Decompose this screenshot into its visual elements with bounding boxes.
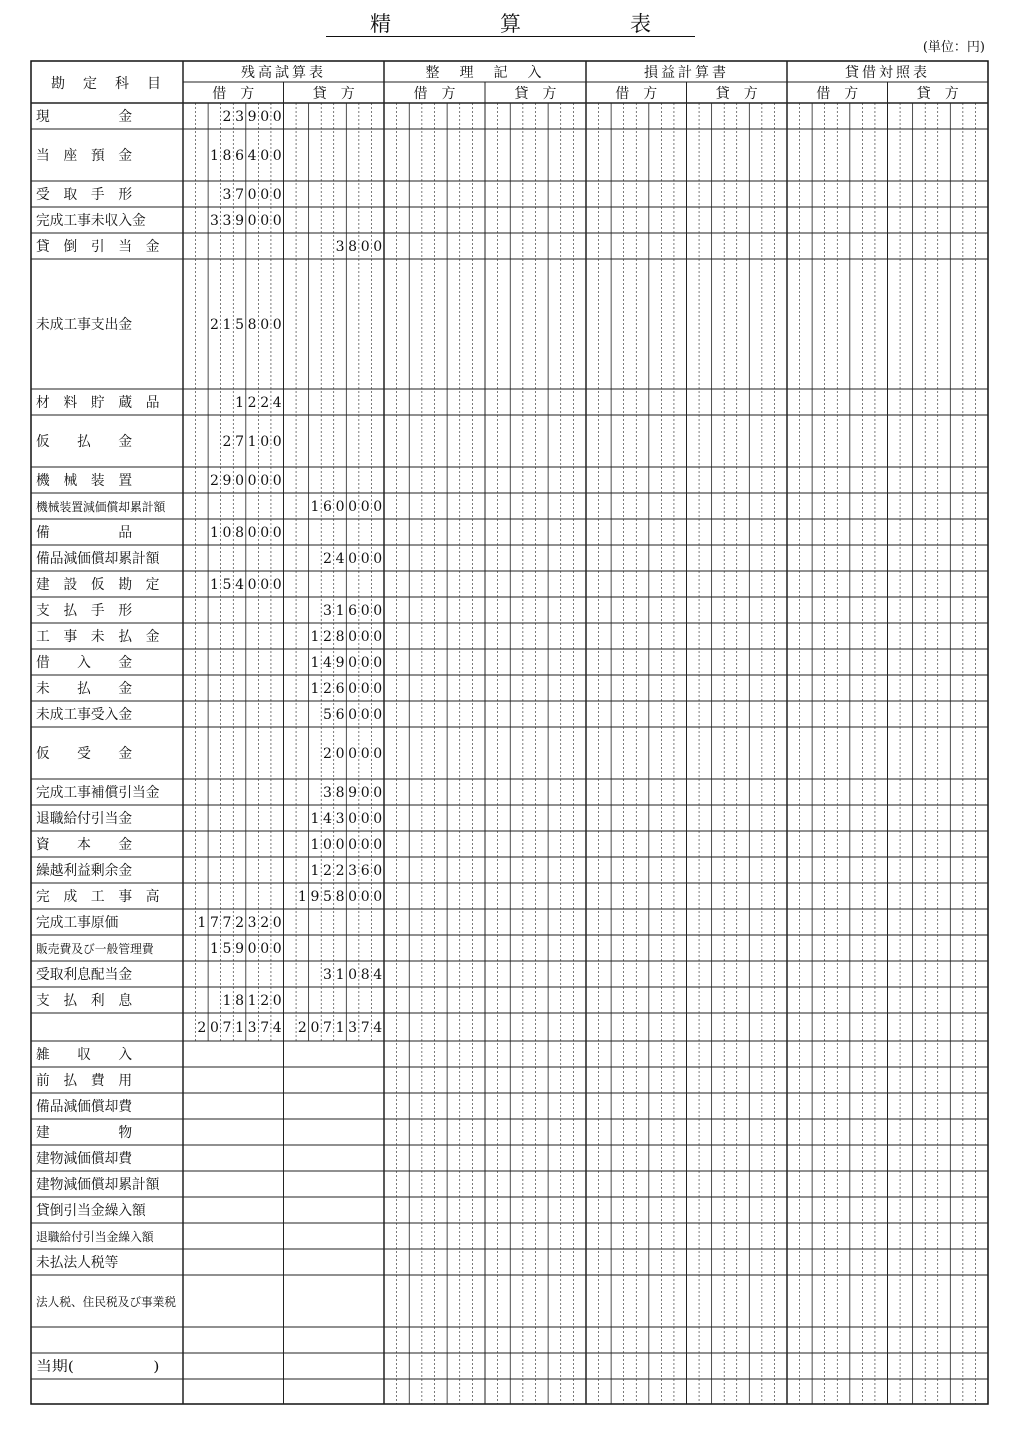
credit-digit: 1 [310, 499, 320, 515]
debit-digit: 1 [235, 1020, 244, 1036]
credit-digit: 0 [323, 837, 332, 853]
debit-digit: 5 [222, 577, 232, 593]
debit-digit: 0 [272, 941, 282, 957]
debit-digit: 8 [235, 993, 244, 1009]
account-label: 建 設 仮 勘 定 [36, 577, 162, 593]
debit-digit: 0 [260, 434, 270, 450]
credit-digit: 3 [323, 785, 332, 801]
account-label: 支 払 手 形 [36, 603, 134, 619]
debit-digit: 1 [247, 434, 257, 450]
debit-digit: 5 [222, 941, 232, 957]
credit-digit: 0 [360, 837, 370, 853]
account-label: 繰越利益剰余金 [36, 863, 134, 879]
credit-digit: 0 [348, 837, 358, 853]
credit-digit: 1 [310, 681, 320, 697]
credit-digit: 1 [335, 1020, 345, 1036]
debit-digit: 4 [272, 395, 282, 411]
account-label: 備品減価償却累計額 [36, 551, 162, 567]
debit-digit: 3 [222, 213, 232, 229]
debit-digit: 0 [235, 473, 244, 489]
debit-digit: 1 [209, 577, 219, 593]
debit-digit: 0 [260, 525, 270, 541]
credit-digit: 4 [323, 811, 332, 827]
debit-digit: 8 [247, 317, 257, 333]
account-label: 未払法人税等 [36, 1255, 120, 1271]
sheet-title: 精 算 表 [0, 8, 1021, 38]
credit-digit: 6 [360, 863, 370, 879]
credit-digit: 0 [373, 551, 383, 567]
credit-digit: 4 [335, 551, 345, 567]
debit-digit: 0 [247, 525, 257, 541]
credit-digit: 0 [348, 889, 358, 905]
credit-digit: 6 [335, 707, 345, 723]
debit-digit: 1 [222, 993, 232, 1009]
credit-digit: 3 [335, 239, 345, 255]
debit-digit: 0 [247, 187, 257, 203]
account-label: 備 品 [36, 525, 133, 541]
debit-digit: 0 [260, 577, 270, 593]
credit-digit: 3 [323, 967, 332, 983]
credit-digit: 2 [323, 863, 332, 879]
debit-digit: 0 [272, 915, 282, 931]
credit-digit: 0 [373, 655, 383, 671]
account-label: 法人税、住民税及び事業税 [36, 1295, 181, 1309]
account-label: 借 入 金 [36, 655, 133, 671]
debit-digit: 9 [235, 941, 244, 957]
debit-digit: 0 [260, 317, 270, 333]
debit-digit: 2 [209, 317, 219, 333]
account-label: 仮 受 金 [36, 746, 133, 762]
credit-digit: 3 [348, 1020, 358, 1036]
unit-label: (単位：円) [922, 40, 985, 55]
credit-digit: 4 [373, 1020, 383, 1036]
account-label: 未成工事支出金 [36, 317, 134, 333]
debit-digit: 1 [247, 993, 257, 1009]
credit-digit: 2 [323, 551, 332, 567]
credit-digit: 9 [348, 785, 358, 801]
debit-digit: 0 [272, 148, 282, 164]
account-label: 未成工事受入金 [36, 707, 134, 723]
debit-digit: 0 [272, 213, 282, 229]
debit-digit: 7 [209, 915, 219, 931]
debit-digit: 2 [260, 395, 270, 411]
header-group-1: 整 理 記 入 [425, 65, 545, 81]
credit-digit: 0 [335, 499, 345, 515]
credit-digit: 0 [348, 629, 358, 645]
account-label: 完成工事原価 [36, 915, 120, 931]
credit-digit: 0 [360, 655, 370, 671]
debit-digit: 1 [209, 148, 219, 164]
credit-digit: 8 [360, 967, 370, 983]
credit-digit: 0 [360, 551, 370, 567]
debit-digit: 0 [247, 577, 257, 593]
credit-digit: 0 [360, 629, 370, 645]
debit-digit: 1 [209, 941, 219, 957]
credit-digit: 0 [360, 889, 370, 905]
credit-digit: 0 [348, 681, 358, 697]
debit-digit: 7 [222, 915, 232, 931]
debit-digit: 2 [197, 1020, 207, 1036]
credit-digit: 1 [310, 629, 320, 645]
credit-digit: 0 [373, 499, 383, 515]
credit-digit: 0 [373, 629, 383, 645]
account-label: 現 金 [36, 109, 133, 125]
credit-digit: 6 [348, 603, 358, 619]
debit-digit: 2 [247, 395, 257, 411]
debit-digit: 2 [222, 434, 232, 450]
debit-digit: 7 [235, 187, 244, 203]
credit-digit: 4 [323, 655, 332, 671]
account-label: 仮 払 金 [36, 434, 134, 450]
credit-digit: 1 [335, 603, 345, 619]
header-credit: 貸 方 [715, 86, 758, 102]
credit-digit: 0 [373, 811, 383, 827]
credit-digit: 0 [360, 603, 370, 619]
debit-digit: 3 [222, 187, 232, 203]
debit-digit: 7 [235, 434, 244, 450]
debit-digit: 0 [260, 941, 270, 957]
debit-digit: 2 [222, 109, 232, 125]
credit-digit: 2 [297, 1020, 307, 1036]
credit-digit: 0 [348, 811, 358, 827]
credit-digit: 0 [373, 863, 383, 879]
credit-digit: 0 [360, 239, 370, 255]
debit-digit: 0 [260, 213, 270, 229]
debit-digit: 4 [247, 148, 257, 164]
credit-digit: 2 [323, 681, 332, 697]
debit-digit: 1 [235, 395, 244, 411]
credit-digit: 0 [360, 707, 370, 723]
account-label: 完 成 工 事 高 [36, 889, 162, 905]
credit-digit: 0 [373, 707, 383, 723]
header-group-3: 貸借対照表 [845, 65, 930, 81]
debit-digit: 7 [260, 1020, 270, 1036]
credit-digit: 0 [360, 499, 370, 515]
account-label: 建物減価償却費 [36, 1151, 134, 1167]
debit-digit: 2 [260, 915, 270, 931]
header-credit: 貸 方 [514, 86, 557, 102]
account-label: 当期( ) [36, 1359, 145, 1375]
credit-digit: 0 [310, 1020, 320, 1036]
debit-digit: 8 [235, 525, 244, 541]
credit-digit: 0 [373, 889, 383, 905]
credit-digit: 1 [297, 889, 307, 905]
account-label: 工 事 未 払 金 [36, 629, 162, 645]
credit-digit: 3 [323, 603, 332, 619]
debit-digit: 0 [247, 213, 257, 229]
debit-digit: 3 [247, 915, 257, 931]
credit-digit: 1 [310, 655, 320, 671]
credit-digit: 0 [373, 746, 383, 762]
debit-digit: 0 [260, 109, 270, 125]
credit-digit: 9 [310, 889, 320, 905]
header-debit: 借 方 [615, 86, 658, 102]
account-label: 機 械 装 置 [36, 473, 134, 489]
account-label: 支 払 利 息 [36, 993, 134, 1009]
credit-digit: 0 [360, 785, 370, 801]
credit-digit: 5 [323, 707, 332, 723]
debit-digit: 9 [235, 213, 244, 229]
account-label: 機械装置減価償却累計額 [36, 500, 169, 514]
account-label: 資 本 金 [36, 837, 134, 853]
credit-digit: 8 [335, 785, 345, 801]
account-label: 貸 倒 引 当 金 [36, 239, 162, 255]
credit-digit: 0 [335, 746, 345, 762]
credit-digit: 4 [373, 967, 383, 983]
debit-digit: 0 [247, 941, 257, 957]
account-label: 前 払 費 用 [36, 1073, 134, 1089]
debit-digit: 0 [260, 187, 270, 203]
account-label: 受取利息配当金 [36, 967, 134, 983]
credit-digit: 0 [373, 603, 383, 619]
credit-digit: 9 [335, 655, 345, 671]
credit-digit: 0 [360, 681, 370, 697]
debit-digit: 0 [272, 187, 282, 203]
debit-digit: 3 [247, 1020, 257, 1036]
account-label: 材 料 貯 蔵 品 [36, 395, 162, 411]
header-credit: 貸 方 [312, 86, 355, 102]
debit-digit: 3 [235, 109, 244, 125]
header-group-2: 損益計算書 [644, 65, 729, 81]
credit-digit: 7 [323, 1020, 332, 1036]
credit-digit: 8 [335, 629, 345, 645]
debit-digit: 0 [272, 434, 282, 450]
debit-digit: 0 [272, 317, 282, 333]
account-label: 備品減価償却費 [36, 1099, 134, 1115]
credit-digit: 8 [335, 889, 345, 905]
debit-digit: 3 [209, 213, 219, 229]
debit-digit: 2 [209, 473, 219, 489]
credit-digit: 6 [323, 499, 332, 515]
account-label: 退職給付引当金繰入額 [36, 1230, 157, 1244]
credit-digit: 0 [348, 551, 358, 567]
debit-digit: 9 [247, 109, 257, 125]
account-label: 未 払 金 [36, 681, 134, 697]
debit-digit: 0 [272, 473, 282, 489]
account-label: 建物減価償却累計額 [36, 1177, 162, 1193]
account-label: 建 物 [36, 1125, 134, 1141]
credit-digit: 5 [323, 889, 332, 905]
table-frame [31, 61, 988, 1404]
credit-digit: 0 [373, 681, 383, 697]
credit-digit: 1 [310, 863, 320, 879]
credit-digit: 0 [348, 707, 358, 723]
credit-digit: 0 [348, 655, 358, 671]
debit-digit: 2 [260, 993, 270, 1009]
debit-digit: 0 [260, 148, 270, 164]
debit-digit: 4 [272, 1020, 282, 1036]
account-label: 完成工事未収入金 [36, 213, 148, 229]
debit-digit: 1 [222, 317, 232, 333]
debit-digit: 1 [197, 915, 207, 931]
credit-digit: 0 [373, 239, 383, 255]
debit-digit: 1 [209, 525, 219, 541]
credit-digit: 8 [348, 239, 358, 255]
credit-digit: 0 [348, 499, 358, 515]
debit-digit: 5 [235, 317, 244, 333]
debit-digit: 0 [247, 473, 257, 489]
header-group-0: 残高試算表 [241, 65, 326, 81]
header-debit: 借 方 [816, 86, 859, 102]
credit-digit: 0 [360, 811, 370, 827]
credit-digit: 0 [348, 746, 358, 762]
header-debit: 借 方 [413, 86, 456, 102]
debit-digit: 0 [260, 473, 270, 489]
account-label: 完成工事補償引当金 [36, 785, 162, 801]
account-label: 雑 収 入 [36, 1047, 134, 1063]
credit-digit: 1 [310, 811, 320, 827]
account-label: 貸倒引当金繰入額 [36, 1203, 148, 1219]
credit-digit: 2 [335, 863, 345, 879]
account-label: 受 取 手 形 [36, 187, 133, 203]
debit-digit: 6 [235, 148, 244, 164]
header-debit: 借 方 [212, 86, 255, 102]
credit-digit: 6 [335, 681, 345, 697]
credit-digit: 0 [373, 785, 383, 801]
debit-digit: 0 [272, 109, 282, 125]
credit-digit: 2 [323, 629, 332, 645]
header-account: 勘 定 科 目 [51, 76, 163, 92]
debit-digit: 0 [272, 525, 282, 541]
debit-digit: 0 [272, 993, 282, 1009]
account-label: 販売費及び一般管理費 [36, 942, 157, 956]
debit-digit: 9 [222, 473, 232, 489]
debit-digit: 0 [272, 577, 282, 593]
credit-digit: 0 [335, 837, 345, 853]
debit-digit: 2 [235, 915, 244, 931]
credit-digit: 1 [335, 967, 345, 983]
debit-digit: 8 [222, 148, 232, 164]
credit-digit: 0 [348, 967, 358, 983]
credit-digit: 0 [360, 746, 370, 762]
credit-digit: 1 [310, 837, 320, 853]
debit-digit: 0 [222, 525, 232, 541]
header-credit: 貸 方 [916, 86, 959, 102]
credit-digit: 0 [373, 837, 383, 853]
credit-digit: 3 [335, 811, 345, 827]
account-label: 退職給付引当金 [36, 811, 134, 827]
account-label: 当 座 預 金 [36, 148, 134, 164]
credit-digit: 3 [348, 863, 358, 879]
debit-digit: 0 [209, 1020, 219, 1036]
credit-digit: 7 [360, 1020, 370, 1036]
debit-digit: 4 [235, 577, 244, 593]
debit-digit: 7 [222, 1020, 232, 1036]
credit-digit: 2 [323, 746, 332, 762]
